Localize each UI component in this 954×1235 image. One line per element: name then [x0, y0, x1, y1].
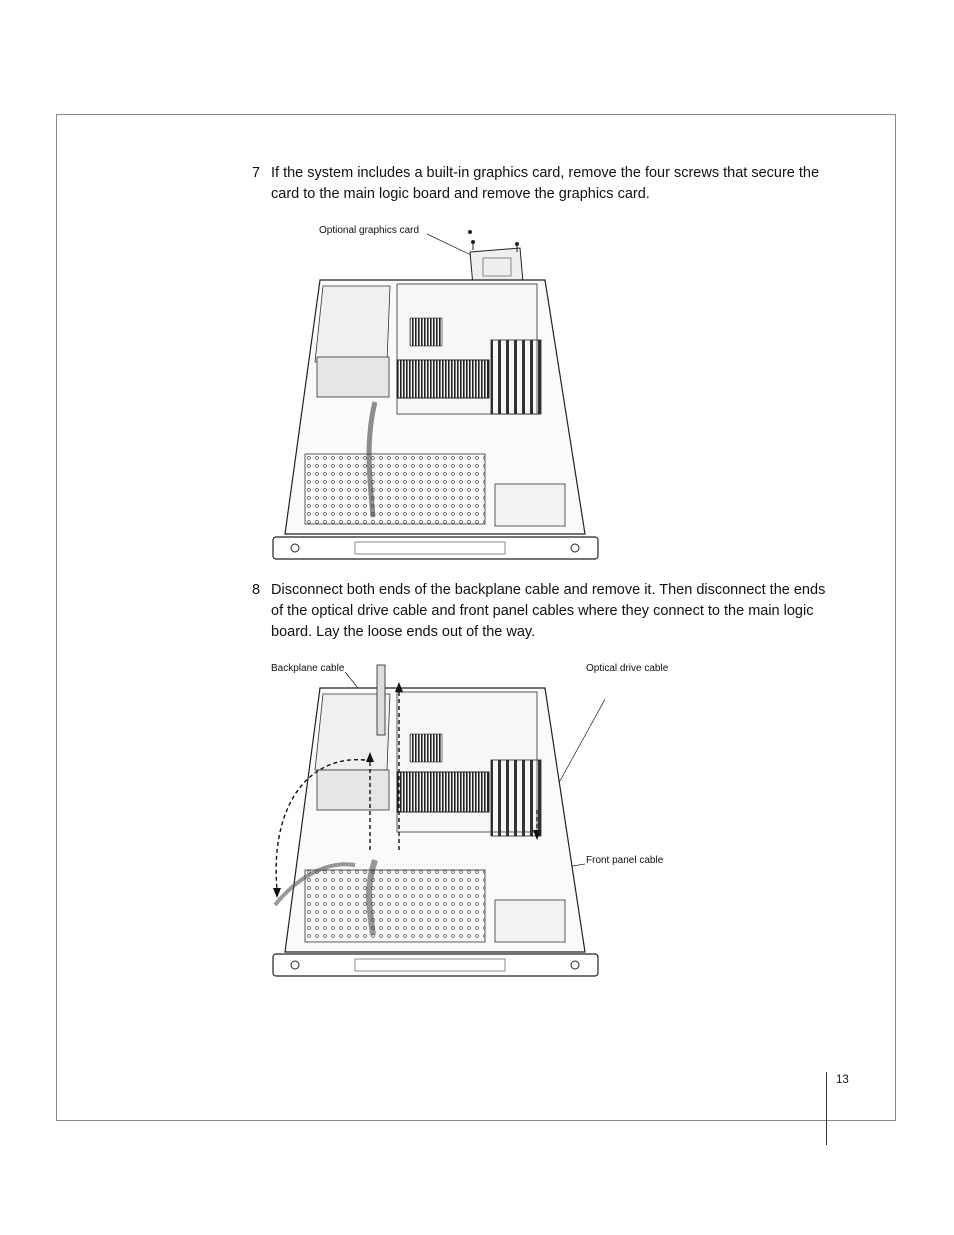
callout-optical-drive-cable: Optical drive cable	[586, 663, 669, 674]
server-chassis	[273, 688, 598, 976]
callout-backplane-cable: Backplane cable	[271, 663, 345, 674]
step-number: 8	[252, 582, 261, 598]
graphics-card	[468, 230, 523, 286]
step-number: 7	[252, 165, 261, 181]
callout-optional-graphics-card: Optional graphics card	[319, 225, 420, 236]
figure-cable-disconnection	[265, 660, 605, 982]
callout-front-panel-cable: Front panel cable	[586, 855, 664, 866]
backplane-cable	[377, 665, 385, 735]
step-text: Disconnect both ends of the backplane cable and remove it. Then disconnect the ends of the optical drive cable and front panel cables where they connect to the main logic board. Lay the loose ends out of the way.	[271, 582, 826, 640]
step-text: If the system includes a built-in graphics card, remove the four screws that secure the card to the main logic board and remove the graphics card.	[271, 165, 820, 202]
page-number-rule	[826, 1072, 827, 1145]
figure-graphics-card-removal	[265, 222, 605, 567]
page-number: 13	[836, 1074, 849, 1086]
server-chassis	[273, 280, 598, 559]
leader-line	[427, 234, 473, 256]
